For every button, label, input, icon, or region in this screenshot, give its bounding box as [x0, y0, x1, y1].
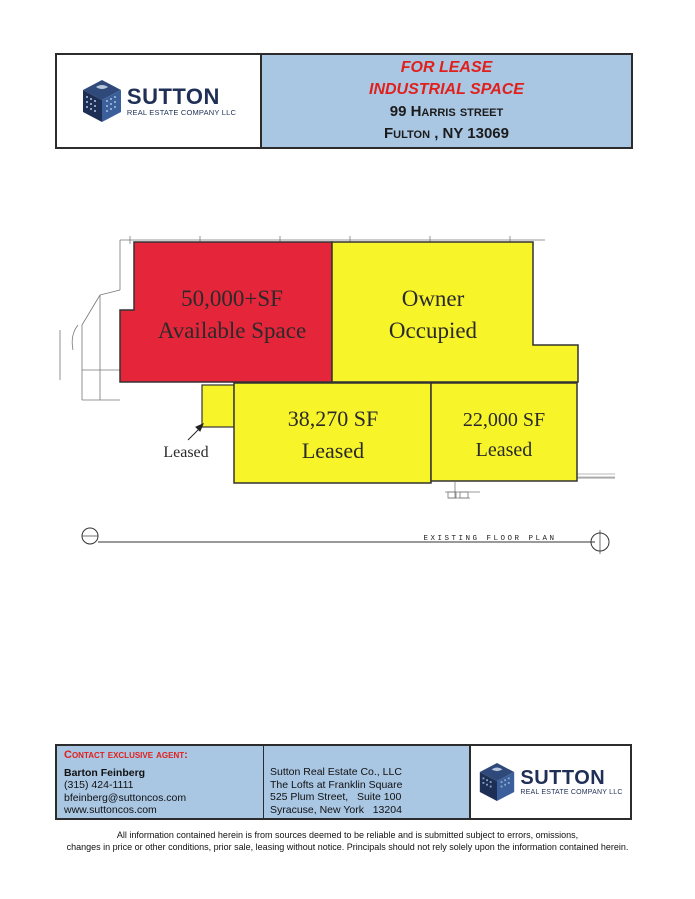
disclaimer-line-2: changes in price or other conditions, prior sale, leasing without notice. Principals should not rely solely upon the information contained herein.: [66, 842, 629, 852]
contact-heading: Contact exclusive agent:: [64, 749, 188, 761]
company-street: 525 Plum Street, Suite 100: [270, 791, 402, 803]
leased-b-label: Leased: [475, 439, 533, 461]
cube-logo-icon: [478, 761, 516, 803]
company-address: [263, 746, 469, 818]
agent-name: Barton Feinberg: [64, 766, 146, 779]
owner-occupied-area: [332, 242, 578, 382]
legal-disclaimer: [40, 829, 655, 853]
agent-contact: [57, 746, 263, 818]
available-area-label: Available Space: [157, 318, 307, 343]
agent-website[interactable]: www.suttoncos.com: [64, 804, 157, 816]
logo-wordmark: SUTTON: [126, 83, 220, 109]
owner-area-label-1: Owner: [401, 286, 465, 311]
space-type-title: INDUSTRIAL SPACE: [369, 81, 524, 98]
street-address: 99 Harris street: [389, 103, 504, 120]
available-space-area: [120, 242, 332, 382]
lease-type-title: FOR LEASE: [400, 59, 493, 76]
leased-arrow-icon: [188, 424, 203, 440]
leased-a-label: Leased: [301, 438, 365, 463]
cube-logo-icon: [81, 78, 123, 124]
leased-22000-area: [431, 383, 577, 481]
leased-b-size: 22,000 SF: [462, 409, 546, 431]
available-area-size: 50,000+SF: [181, 286, 283, 311]
company-building: The Lofts at Franklin Square: [270, 778, 403, 791]
sutton-logo: [81, 78, 236, 124]
footer-sutton-logo: [478, 761, 622, 803]
company-city: Syracuse, New York 13204: [270, 803, 402, 816]
listing-info: [262, 55, 631, 147]
footer-logo-cell: [469, 746, 630, 818]
floor-plan-title: EXISTING FLOOR PLAN: [423, 535, 557, 543]
leased-38270-area: [234, 383, 431, 483]
company-name: Sutton Real Estate Co., LLC: [270, 766, 402, 778]
agent-email[interactable]: bfeinberg@suttoncos.com: [64, 791, 187, 804]
disclaimer-line-1: All information contained herein is from sources deemed to be reliable and is submitted subject to errors, omissions,: [116, 830, 579, 840]
listing-header: [55, 53, 633, 149]
owner-area-label-2: Occupied: [388, 318, 478, 343]
small-leased-label: Leased: [163, 444, 209, 461]
city-address: Fulton , NY 13069: [384, 125, 509, 142]
header-logo-cell: [57, 55, 262, 147]
small-leased-area: [202, 385, 234, 427]
contact-footer: [55, 744, 632, 820]
leased-a-size: 38,270 SF: [287, 406, 379, 431]
logo-tagline: REAL ESTATE COMPANY LLC: [126, 107, 237, 117]
footer-logo-wordmark: SUTTON: [520, 766, 606, 789]
floor-plan-title-bar: [82, 528, 609, 554]
footer-logo-tagline: REAL ESTATE COMPANY LLC: [520, 788, 623, 796]
floor-plan: [50, 230, 630, 560]
agent-phone[interactable]: (315) 424-1111: [64, 779, 134, 791]
